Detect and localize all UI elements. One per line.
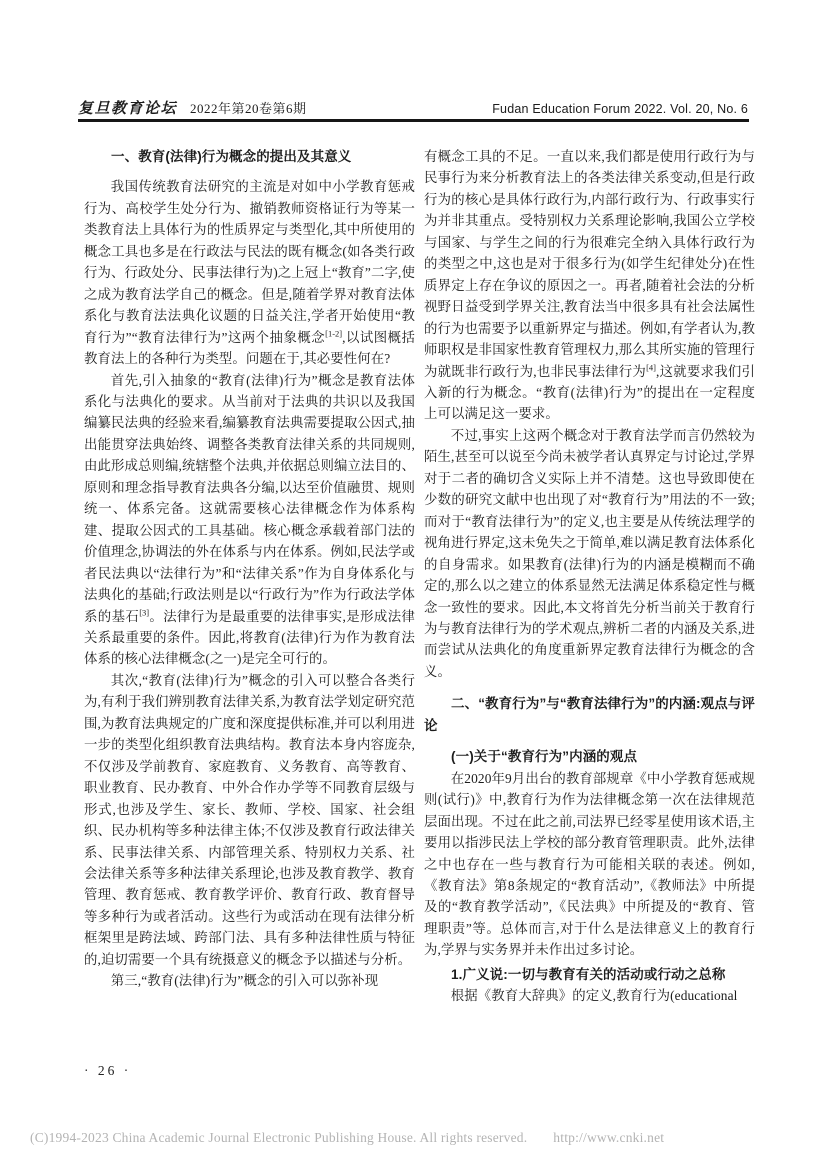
journal-name-en: Fudan Education Forum 2022. Vol. 20, No. 6 — [492, 102, 748, 116]
paragraph-continued: 有概念工具的不足。一直以来,我们都是使用行政行为与民事行为来分析教育法上的各类法律关系变动,但是行政行为的核心是具体行政行为,内部行政行为、行政事实行为并非其重点。受特别权力关系理论影响,我国公立学校与国家、与学生之间的行为很难完全纳入具体行政行为的类型之中,这也是对于很多行为(如学生纪律处分)在性质界定上存在争议的原因之一。再者,随着社会法的分析视野日益受到学界关注,教育法当中很多具有社会法属性的行为也需要予以重新界定与描述。例如,有学者认为,教师职权是非国家性教育管理权力,那么其所实施的管理行为就既非行政行为,也非民事法律行为[4],这就要求我们引入新的行为概念。“教育(法律)行为”的提出在一定程度上可以满足这一要求。 — [424, 149, 756, 422]
paragraph: 其次,“教育(法律)行为”概念的引入可以整合各类行为,有利于我们辨别教育法律关系,为教育法学划定研究范围,为教育法典规定的广度和深度提供标准,并可以利用进一步的类型化组织教育法典结构。教育法本身内容庞杂,不仅涉及学前教育、家庭教育、义务教育、高等教育、职业教育、民办教育、中外合作办学等不同教育层级与形式,也涉及学生、家长、教师、学校、国家、社会组织、民办机构等多种法律主体;不仅涉及教育行政法律关系、民事法律关系、内部管理关系、特别权力关系、社会法律关系等多种法律关系理论,也涉及教育教学、教育管理、教育惩戒、教育教学评价、教育行政、教育督导等多种行为或者活动。这些行为或活动在现有法律分析框架里是跨法域、跨部门法、具有多种法律性质与特征的,迫切需要一个具有统摄意义的概念予以描述与分析。 — [84, 672, 415, 967]
copyright-footer — [30, 1130, 810, 1146]
section-2-heading: 二、“教育行为”与“教育法律行为”的内涵:观点与评论 — [424, 696, 755, 733]
header-rule — [78, 119, 749, 122]
journal-issue-cn: 2022年第20卷第6期 — [190, 101, 307, 116]
journal-header — [78, 97, 748, 118]
paragraph: 首先,引入抽象的“教育(法律)行为”概念是教育法体系化与法典化的要求。从当前对于法典的共识以及我国编纂民法典的经验来看,编纂教育法典需要提取公因式,抽出能贯穿法典始终、调整各类教育法律关系的共同规则,由此形成总则编,统辖整个法典,并依据总则编立法目的、原则和理念指导教育法典各分编,以达至价值融贯、规则统一、体系完备。这就需要核心法律概念作为体系构建、提取公因式的工具基础。核心概念承载着部门法的价值理念,协调法的外在体系与内在体系。例如,民法学或者民法典以“法律行为”和“法律关系”作为自身体系化与法典化的基础;行政法则是以“行政行为”作为行政法学体系的基石[3]。法律行为是最重要的法律事实,是形成法律关系最重要的条件。因此,将教育(法律)行为作为教育法体系的核心法律概念(之一)是完全可行的。 — [84, 372, 415, 667]
paragraph: 根据《教育大辞典》的定义,教育行为(educational — [450, 988, 738, 1004]
copyright-text: (C)1994-2023 China Academic Journal Electronic Publishing House. All rights reserved. — [30, 1130, 528, 1145]
paragraph: 在2020年9月出台的教育部规章《中小学教育惩戒规则(试行)》中,教育行为作为法律概念第一次在法律规范层面出现。不过在此之前,司法界已经零星使用该术语,主要用以指涉民法上学校的部分教育管理职责。此外,法律之中也存在一些与教育行为可能相关联的表述。例如,《教育法》第8条规定的“教育活动”,《教师法》中所提及的“教育教学活动”,《民法典》中所提及的“教育、管理职责”等。总体而言,对于什么是法律意义上的教育行为,学界与实务界并未作出过多讨论。 — [424, 770, 755, 958]
cnki-url: http://www.cnki.net — [553, 1130, 665, 1145]
point-1-heading: 1.广义说:一切与教育有关的活动或行动之总称 — [451, 966, 726, 982]
right-column — [424, 146, 755, 1007]
journal-header-left — [78, 97, 307, 118]
paragraph: 第三,“教育(法律)行为”概念的引入可以弥补现 — [110, 973, 379, 989]
section-1-heading: 一、教育(法律)行为概念的提出及其意义 — [111, 149, 352, 164]
paragraph: 不过,事实上这两个概念对于教育法学而言仍然较为陌生,甚至可以说至今尚未被学者认真界定与讨论过,学界对于二者的确切含义实际上并不清楚。这也导致即使在少数的研究文献中也出现了对“教育行为”用法的不一致;而对于“教育法律行为”的定义,也主要是从传统法理学的视角进行界定,这未免失之于简单,难以满足教育法体系化的自身需求。如果教育(法律)行为的内涵是模糊而不确定的,那么以之建立的体系显然无法满足体系稳定性与概念一致性的要求。因此,本文将首先分析当前关于教育行为与教育法律行为的学术观点,辨析二者的内涵及关系,进而尝试从法典化的角度重新界定教育法律行为概念的含义。 — [424, 427, 755, 679]
subsection-1-heading: (一)关于“教育行为”内涵的观点 — [451, 749, 638, 765]
left-column — [84, 146, 415, 1007]
journal-name-cn: 复旦教育论坛 — [78, 101, 178, 117]
page-number: · 26 · — [84, 1063, 132, 1078]
article-body — [84, 146, 755, 1007]
paragraph: 我国传统教育法研究的主流是对如中小学教育惩戒行为、高校学生处分行为、撤销教师资格证行为等某一类教育法上具体行为的性质界定与类型化,其中所使用的概念工具也多是在行政法与民法的既有概念(如各类行政行为、行政处分、民事法律行为)之上冠上“教育”二字,使之成为教育法学自己的概念。但是,随着学界对教育法体系化与教育法法典化议题的日益关注,学者开始使用“教育行为”“教育法律行为”这两个抽象概念[1-2],以试图概括教育法上的各种行为类型。问题在于,其必要性何在? — [84, 179, 415, 367]
